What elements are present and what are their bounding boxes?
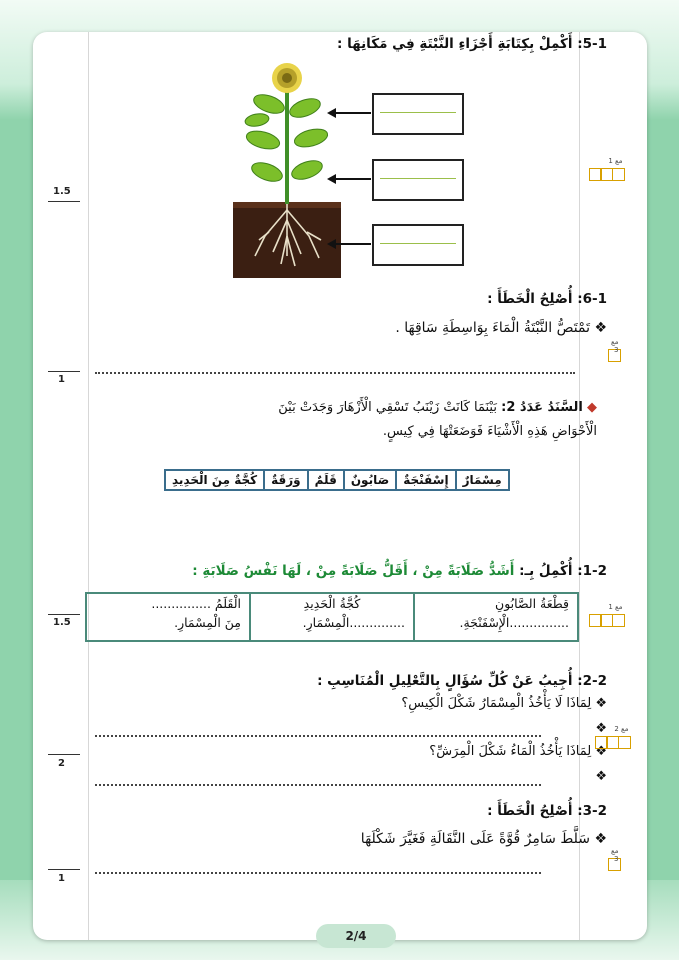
q6-1-heading: 6-1: أُصْلِحُ الْخَطَأَ : bbox=[487, 291, 607, 307]
q2-2-answer2-bullet: ❖ bbox=[595, 769, 607, 784]
word-paper: وَرَقَةٌ bbox=[264, 470, 308, 490]
code-box-q3-2[interactable]: مع 3 bbox=[609, 858, 621, 871]
word-soap: صَابُونٌ bbox=[344, 470, 396, 490]
q2-2-answer1-line[interactable] bbox=[95, 735, 541, 737]
q3-2-heading: 3-2: أُصْلِحُ الْخَطَأَ : bbox=[487, 803, 607, 819]
arrow-stem bbox=[329, 178, 371, 180]
word-sponge: إِسْفَنْجَةٌ bbox=[396, 470, 455, 490]
grade-q1-2: 1.5 bbox=[53, 617, 71, 628]
grade-q2-2: 2 bbox=[58, 758, 65, 769]
page-number: 2/4 bbox=[316, 924, 396, 948]
comparison-cell-pen[interactable]: الْقَلَمُ ............... مِنَ الْمِسْمَارِ. bbox=[86, 593, 250, 641]
word-iron-ball: كُجَّةٌ مِنَ الْحَدِيدِ bbox=[165, 470, 264, 490]
flower-head bbox=[272, 63, 302, 93]
code-box-q1-2[interactable]: مع 1 bbox=[590, 614, 625, 627]
word-nail: مِسْمَارٌ bbox=[456, 470, 509, 490]
comparison-table bbox=[85, 592, 579, 642]
code-box-q6-1[interactable]: مع 3 bbox=[609, 349, 621, 362]
q2-2-question1: ❖ لِمَاذَا لَا يَأْخُذُ الْمِسْمَارُ شَكْلَ الْكِيسِ؟ bbox=[401, 696, 607, 711]
answer-box-3[interactable] bbox=[372, 224, 464, 266]
q2-2-question2: ❖ لِمَاذَا يَأْخُذُ الْمَاءُ شَكْلَ الْمِرَشِّ؟ bbox=[429, 744, 607, 759]
answer-box-1[interactable] bbox=[372, 93, 464, 135]
q5-1-number: 5-1: bbox=[577, 36, 607, 52]
comparison-cell-iron[interactable]: كُجَّةُ الْحَدِيدِ ..............الْمِسْمَارِ. bbox=[250, 593, 414, 641]
grade-line-q5-1 bbox=[48, 201, 80, 202]
q2-2-answer2-line[interactable] bbox=[95, 784, 541, 786]
code-box-q2-2[interactable]: مع 2 bbox=[596, 736, 631, 749]
q5-1-heading bbox=[337, 36, 607, 52]
arrow-root bbox=[329, 243, 371, 245]
grade-q6-1: 1 bbox=[58, 374, 65, 385]
q3-2-answer-line[interactable] bbox=[95, 872, 541, 874]
objects-table bbox=[164, 469, 510, 491]
support-2-line2: الْأَحْوَاضِ هَذِهِ الْأَشْيَاءَ فَوَضَعَتْهَا فِي كِيسٍ. bbox=[382, 424, 597, 439]
word-pen: قَلَمٌ bbox=[308, 470, 344, 490]
grade-column-divider bbox=[88, 32, 89, 940]
answer-box-2[interactable] bbox=[372, 159, 464, 201]
q6-1-sentence: ❖ تَمْتَصُّ النَّبْتَةُ الْمَاءَ بِوَاسِطَةِ سَاقِهَا . bbox=[395, 320, 607, 336]
grade-q5-1: 1.5 bbox=[53, 186, 71, 197]
q6-1-answer-line[interactable] bbox=[95, 372, 575, 374]
q1-2-heading: 1-2: أُكْمِلُ بِـ: أَشَدُّ صَلَابَةً مِنْ ، أَقَلُّ صَلَابَةً مِنْ ، لَهَا نَفْسُ صَلَابَةِ : bbox=[192, 563, 607, 579]
q2-2-answer1-bullet: ❖ bbox=[595, 721, 607, 736]
comparison-cell-soap[interactable]: قِطْعَةُ الصَّابُونِ ...............الْإِسْفَنْجَةِ. bbox=[414, 593, 578, 641]
pointer-icon: ◆ bbox=[587, 400, 597, 415]
grade-q3-2: 1 bbox=[58, 873, 65, 884]
q5-1-instruction: أَكْمِلْ بِكِتَابَةِ أَجْزَاءِ النَّبْتَةِ فِي مَكَانِهَا : bbox=[337, 36, 573, 52]
code-box-q5-1[interactable]: مع 1 bbox=[590, 168, 625, 181]
worksheet-page bbox=[33, 32, 647, 943]
q3-2-sentence: ❖ سَلَّطَ سَامِرٌ قُوَّةً عَلَى النَّقَالَةِ فَغَيَّرَ شَكْلَهَا bbox=[360, 831, 607, 847]
q2-2-heading: 2-2: أُجِيبُ عَنْ كُلِّ سُؤَالٍ بِالتَّعْلِيلِ الْمُنَاسِبِ : bbox=[317, 673, 607, 689]
support-2-line1: ◆ السَّنَدُ عَدَدُ 2: بَيْنَمَا كَانَتْ زَيْنَبُ تَسْقِي الْأَزْهَارَ وَجَدَتْ بَيْنَ bbox=[278, 400, 597, 415]
arrow-flower bbox=[329, 112, 371, 114]
